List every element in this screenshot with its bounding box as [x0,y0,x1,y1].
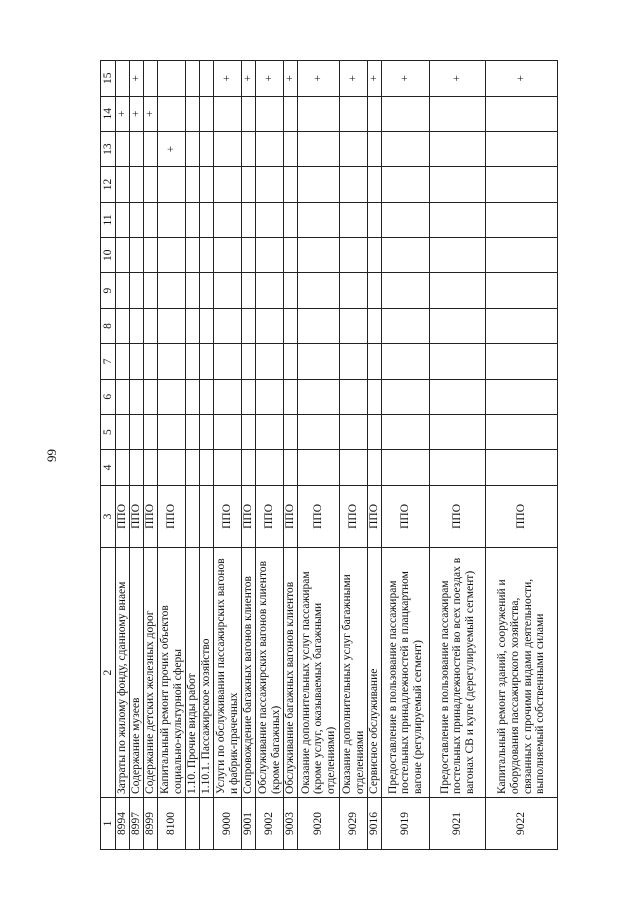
empty-cell [430,308,486,343]
empty-cell [298,131,340,166]
empty-cell [186,273,200,308]
empty-cell [144,379,158,414]
empty-cell [200,450,214,485]
empty-cell [130,414,144,449]
column-header: 2 [101,548,116,798]
empty-cell [430,450,486,485]
row-type [200,485,214,547]
row-code: 9022 [486,797,558,849]
empty-cell [214,96,242,131]
empty-cell [430,379,486,414]
empty-cell [144,414,158,449]
empty-cell [430,131,486,166]
empty-cell [486,379,558,414]
plus-mark: + [340,61,368,97]
table-row [186,61,200,850]
empty-cell [186,308,200,343]
table-row [430,61,486,850]
empty-cell [284,202,298,237]
empty-cell [158,344,186,379]
header-row [101,61,116,850]
row-code: 9001 [242,797,256,849]
empty-cell [486,308,558,343]
empty-cell [298,379,340,414]
empty-cell [284,414,298,449]
table-row [214,61,242,850]
row-type: ППО [298,485,340,547]
row-type: ППО [130,485,144,547]
empty-cell [340,308,368,343]
empty-cell [214,167,242,202]
empty-cell [144,167,158,202]
empty-cell [340,273,368,308]
row-code: 8999 [144,797,158,849]
plus-mark: + [242,61,256,97]
empty-cell [368,238,382,273]
table-row [200,61,214,850]
row-type [186,485,200,547]
column-header: 6 [101,379,116,414]
empty-cell [340,238,368,273]
empty-cell [430,414,486,449]
empty-cell [256,308,284,343]
empty-cell [186,167,200,202]
empty-cell [186,131,200,166]
empty-cell [382,379,430,414]
empty-cell [116,131,130,166]
empty-cell [130,308,144,343]
empty-cell [158,96,186,131]
empty-cell [382,131,430,166]
empty-cell [158,273,186,308]
empty-cell [284,450,298,485]
empty-cell [158,238,186,273]
row-code: 8994 [116,797,130,849]
table-row [340,61,368,850]
empty-cell [200,96,214,131]
empty-cell [200,131,214,166]
empty-cell [256,96,284,131]
empty-cell [214,344,242,379]
empty-cell [382,450,430,485]
row-code: 9020 [298,797,340,849]
empty-cell [214,202,242,237]
empty-cell [200,344,214,379]
row-type: ППО [144,485,158,547]
empty-cell [368,450,382,485]
empty-cell [486,131,558,166]
empty-cell [214,379,242,414]
row-name: Обслуживание багажных вагонов клиентов [284,548,298,798]
empty-cell [242,379,256,414]
empty-cell [284,344,298,379]
empty-cell [340,131,368,166]
column-header: 7 [101,344,116,379]
empty-cell [242,344,256,379]
empty-cell [486,202,558,237]
empty-cell [284,379,298,414]
empty-cell [340,344,368,379]
table-row [144,61,158,850]
empty-cell [486,167,558,202]
row-type: ППО [256,485,284,547]
empty-cell [242,238,256,273]
empty-cell [256,344,284,379]
empty-cell [130,131,144,166]
empty-cell [430,273,486,308]
row-code [200,797,214,849]
table-row [130,61,144,850]
empty-cell [186,202,200,237]
empty-cell [214,308,242,343]
empty-cell [116,238,130,273]
empty-cell [340,202,368,237]
empty-cell [186,414,200,449]
row-code: 8997 [130,797,144,849]
row-code: 9029 [340,797,368,849]
empty-cell [186,450,200,485]
row-name: Содержание детских железных дорог [144,548,158,798]
empty-cell [130,167,144,202]
row-type: ППО [382,485,430,547]
row-code [186,797,200,849]
empty-cell [382,273,430,308]
column-header: 14 [101,96,116,131]
empty-cell [116,61,130,97]
empty-cell [340,414,368,449]
empty-cell [158,202,186,237]
column-header: 8 [101,308,116,343]
empty-cell [382,414,430,449]
row-code: 8100 [158,797,186,849]
empty-cell [430,344,486,379]
empty-cell [368,96,382,131]
empty-cell [200,308,214,343]
empty-cell [186,61,200,97]
row-name: Предоставление в пользование пассажирам постельных принадлежностей в плацкартном вагоне (регулируемый сегмент) [382,548,430,798]
empty-cell [130,273,144,308]
empty-cell [256,450,284,485]
empty-cell [298,450,340,485]
empty-cell [298,96,340,131]
empty-cell [340,167,368,202]
empty-cell [214,414,242,449]
row-code: 9003 [284,797,298,849]
row-type: ППО [430,485,486,547]
empty-cell [486,414,558,449]
plus-mark: + [486,61,558,97]
empty-cell [186,96,200,131]
empty-cell [116,344,130,379]
empty-cell [430,96,486,131]
row-type: ППО [158,485,186,547]
table-row [242,61,256,850]
empty-cell [158,414,186,449]
row-name: Содержание музеев [130,548,144,798]
row-type: ППО [214,485,242,547]
empty-cell [368,273,382,308]
empty-cell [186,379,200,414]
empty-cell [158,167,186,202]
empty-cell [430,238,486,273]
row-code: 9002 [256,797,284,849]
classification-table [100,60,558,850]
plus-mark: + [382,61,430,97]
column-header: 13 [101,131,116,166]
empty-cell [116,167,130,202]
empty-cell [116,308,130,343]
table-row [116,61,130,850]
row-name: Затраты по жилому фонду, сданному внаем [116,548,130,798]
empty-cell [382,202,430,237]
empty-cell [214,450,242,485]
row-name: Оказание дополнительных услуг пассажирам (кроме услуг, оказываемых багажными отделениями) [298,548,340,798]
empty-cell [130,344,144,379]
empty-cell [200,167,214,202]
empty-cell [116,450,130,485]
empty-cell [382,344,430,379]
empty-cell [158,379,186,414]
empty-cell [116,379,130,414]
empty-cell [158,450,186,485]
plus-mark: + [130,96,144,131]
row-code: 9021 [430,797,486,849]
empty-cell [158,61,186,97]
column-header: 1 [101,797,116,849]
empty-cell [144,450,158,485]
empty-cell [284,273,298,308]
empty-cell [298,238,340,273]
empty-cell [242,273,256,308]
plus-mark: + [116,96,130,131]
empty-cell [340,379,368,414]
empty-cell [382,238,430,273]
empty-cell [368,131,382,166]
empty-cell [144,238,158,273]
column-header: 15 [101,61,116,97]
empty-cell [144,308,158,343]
empty-cell [368,379,382,414]
row-type: ППО [486,485,558,547]
empty-cell [256,238,284,273]
empty-cell [144,344,158,379]
empty-cell [144,61,158,97]
column-header: 12 [101,167,116,202]
empty-cell [130,450,144,485]
empty-cell [298,273,340,308]
empty-cell [200,414,214,449]
empty-cell [430,202,486,237]
empty-cell [284,238,298,273]
empty-cell [144,202,158,237]
empty-cell [256,131,284,166]
empty-cell [368,414,382,449]
plus-mark: + [214,61,242,97]
table-row [368,61,382,850]
empty-cell [256,273,284,308]
row-code: 9019 [382,797,430,849]
plus-mark: + [298,61,340,97]
empty-cell [256,379,284,414]
empty-cell [214,273,242,308]
column-header: 3 [101,485,116,547]
plus-mark: + [256,61,284,97]
empty-cell [284,167,298,202]
column-header: 4 [101,450,116,485]
empty-cell [116,202,130,237]
column-header: 10 [101,238,116,273]
empty-cell [200,238,214,273]
plus-mark: + [284,61,298,97]
empty-cell [340,450,368,485]
table-row [158,61,186,850]
table-row [284,61,298,850]
row-name: Сервисное обслуживание [368,548,382,798]
empty-cell [368,167,382,202]
empty-cell [130,379,144,414]
row-name: Капитальный ремонт зданий, сооружений и оборудования пассажирского хозяйства, связанных с прочими видами деятельности, выполняемый собственными силами [486,548,558,798]
row-name: Обслуживание пассажирских вагонов клиентов (кроме багажных) [256,548,284,798]
empty-cell [382,308,430,343]
empty-cell [486,238,558,273]
plus-mark: + [430,61,486,97]
empty-cell [242,131,256,166]
empty-cell [200,202,214,237]
row-type: ППО [116,485,130,547]
empty-cell [368,308,382,343]
empty-cell [368,344,382,379]
empty-cell [256,202,284,237]
rotated-table-container [100,60,600,850]
empty-cell [284,131,298,166]
plus-mark: + [368,61,382,97]
empty-cell [486,273,558,308]
empty-cell [382,167,430,202]
plus-mark: + [130,61,144,97]
empty-cell [486,344,558,379]
row-name: Капитальный ремонт прочих объектов социально-культурной сферы [158,548,186,798]
empty-cell [200,273,214,308]
table-row [298,61,340,850]
row-code: 9016 [368,797,382,849]
empty-cell [116,273,130,308]
empty-cell [430,167,486,202]
empty-cell [186,344,200,379]
empty-cell [144,131,158,166]
column-header: 5 [101,414,116,449]
empty-cell [158,308,186,343]
row-name: Предоставление в пользование пассажирам постельных принадлежностей во всех поездах в вагонах СВ и купе (дерегулируемый сегмент) [430,548,486,798]
empty-cell [284,96,298,131]
row-name: 1.10.1. Пассажирское хозяйство [200,548,214,798]
empty-cell [144,273,158,308]
empty-cell [214,131,242,166]
row-name: Услуги по обслуживании пассажирских вагонов и фабрик-прачечных [214,548,242,798]
empty-cell [130,238,144,273]
empty-cell [242,308,256,343]
empty-cell [242,414,256,449]
empty-cell [298,167,340,202]
empty-cell [382,96,430,131]
row-type: ППО [340,485,368,547]
empty-cell [486,450,558,485]
empty-cell [200,379,214,414]
empty-cell [200,61,214,97]
empty-cell [298,202,340,237]
empty-cell [242,450,256,485]
row-code: 9000 [214,797,242,849]
empty-cell [256,414,284,449]
row-name: Оказание дополнительных услуг багажными отделениями [340,548,368,798]
page-number: 99 [44,449,59,462]
table-row [382,61,430,850]
empty-cell [486,96,558,131]
table-row [486,61,558,850]
row-type: ППО [242,485,256,547]
empty-cell [242,202,256,237]
empty-cell [116,414,130,449]
empty-cell [298,344,340,379]
empty-cell [242,167,256,202]
row-type: ППО [284,485,298,547]
table-body [116,61,558,850]
empty-cell [284,308,298,343]
table-row [256,61,284,850]
empty-cell [298,308,340,343]
row-name: 1.10. Прочие виды работ [186,548,200,798]
empty-cell [340,96,368,131]
row-type: ППО [368,485,382,547]
column-header: 11 [101,202,116,237]
empty-cell [130,202,144,237]
plus-mark: + [144,96,158,131]
empty-cell [242,96,256,131]
row-name: Сопровождение багажных вагонов клиентов [242,548,256,798]
empty-cell [214,238,242,273]
empty-cell [186,238,200,273]
empty-cell [368,202,382,237]
empty-cell [298,414,340,449]
empty-cell [256,167,284,202]
plus-mark: + [158,131,186,166]
column-header: 9 [101,273,116,308]
